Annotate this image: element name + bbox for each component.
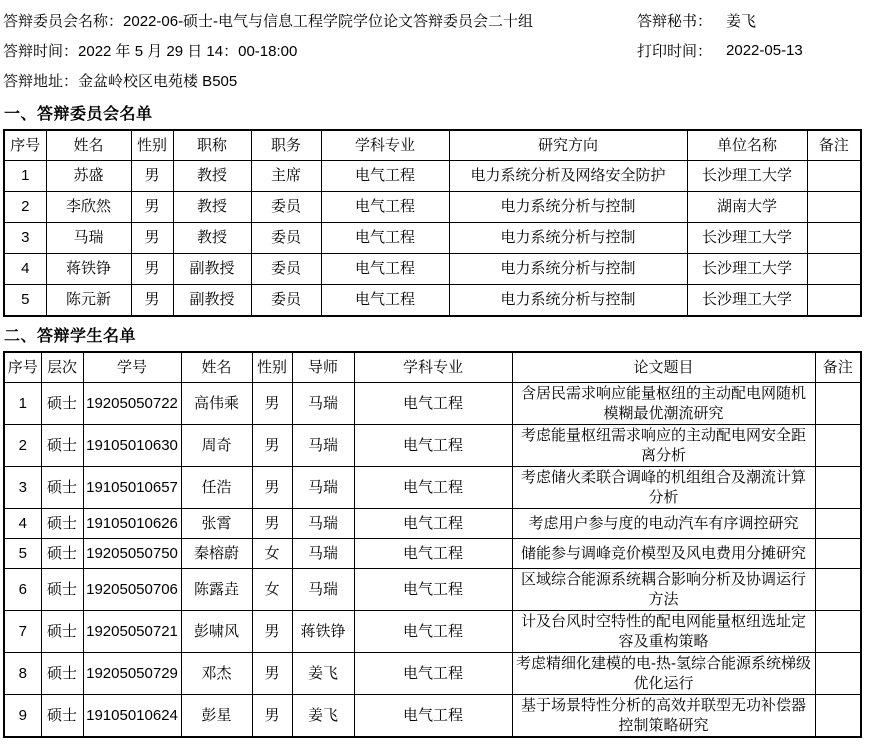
students-table xyxy=(3,351,862,738)
students-section-title: 二、答辩学生名单 xyxy=(4,328,137,345)
table-cell: 19105010626 xyxy=(83,509,181,539)
table-cell: 电气工程 xyxy=(354,383,512,425)
table-cell: 姜飞 xyxy=(292,695,354,738)
defense-time-label: 答辩时间： xyxy=(3,42,79,60)
table-row xyxy=(4,383,861,425)
column-header: 姓名 xyxy=(181,352,252,383)
table-cell: 硕士 xyxy=(41,467,83,509)
committee-section-title: 一、答辩委员会名单 xyxy=(4,106,153,123)
defense-time-field xyxy=(3,40,637,61)
committee-name-label: 答辩委员会名称： xyxy=(3,12,124,30)
table-cell: 周奇 xyxy=(181,425,252,467)
table-cell: 电气工程 xyxy=(354,569,512,611)
report-header xyxy=(3,5,868,95)
header-row xyxy=(4,352,861,383)
table-cell: 姜飞 xyxy=(292,653,354,695)
table-cell: 硕士 xyxy=(41,539,83,569)
table-cell: 男 xyxy=(252,425,292,467)
table-cell: 9 xyxy=(4,695,41,738)
table-cell: 考虑能量枢纽需求响应的主动配电网安全距离分析 xyxy=(512,425,815,467)
table-cell: 女 xyxy=(252,539,292,569)
table-cell: 19205050722 xyxy=(83,383,181,425)
table-row xyxy=(4,425,861,467)
table-cell: 考虑储火柔联合调峰的机组组合及潮流计算分析 xyxy=(512,467,815,509)
secretary-field xyxy=(637,10,756,31)
table-cell: 考虑精细化建模的电-热-氢综合能源系统梯级优化运行 xyxy=(512,653,815,695)
table-cell: 张霄 xyxy=(181,509,252,539)
table-cell: 电力系统分析与控制 xyxy=(449,192,687,223)
column-header: 性别 xyxy=(131,130,173,161)
column-header: 研究方向 xyxy=(449,130,687,161)
table-cell: 电气工程 xyxy=(321,223,449,254)
header-line-2 xyxy=(3,35,868,65)
table-row xyxy=(4,695,861,738)
table-cell: 6 xyxy=(4,569,41,611)
table-cell: 电气工程 xyxy=(321,254,449,285)
defense-time-value: 2022 年 5 月 29 日 14：00-18:00 xyxy=(78,42,298,60)
table-cell: 电气工程 xyxy=(354,467,512,509)
table-row xyxy=(4,539,861,569)
print-time-field xyxy=(637,40,803,61)
table-cell: 2 xyxy=(4,192,46,223)
table-cell: 男 xyxy=(252,695,292,738)
table-cell: 1 xyxy=(4,383,41,425)
secretary-value: 姜飞 xyxy=(726,12,757,30)
table-cell xyxy=(815,611,861,653)
table-cell: 教授 xyxy=(173,223,251,254)
table-cell: 彭啸风 xyxy=(181,611,252,653)
table-cell: 19205050706 xyxy=(83,569,181,611)
table-cell: 任浩 xyxy=(181,467,252,509)
table-cell: 硕士 xyxy=(41,383,83,425)
table-cell: 3 xyxy=(4,223,46,254)
table-cell: 硕士 xyxy=(41,611,83,653)
table-cell: 19205050729 xyxy=(83,653,181,695)
table-row xyxy=(4,285,861,317)
table-cell xyxy=(807,285,861,317)
column-header: 论文题目 xyxy=(512,352,815,383)
column-header: 层次 xyxy=(41,352,83,383)
header-line-1 xyxy=(3,5,868,35)
committee-name-value: 2022-06-硕士-电气与信息工程学院学位论文答辩委员会二十组 xyxy=(123,12,534,30)
table-cell: 男 xyxy=(252,653,292,695)
table-cell: 湖南大学 xyxy=(687,192,807,223)
table-cell: 男 xyxy=(131,254,173,285)
table-cell: 考虑用户参与度的电动汽车有序调控研究 xyxy=(512,509,815,539)
committee-table xyxy=(3,129,862,317)
table-cell: 邓杰 xyxy=(181,653,252,695)
table-row xyxy=(4,254,861,285)
table-cell: 电气工程 xyxy=(354,611,512,653)
table-cell: 委员 xyxy=(251,285,321,317)
table-cell: 委员 xyxy=(251,192,321,223)
table-cell: 8 xyxy=(4,653,41,695)
table-cell: 硕士 xyxy=(41,509,83,539)
header-row xyxy=(4,130,861,161)
table-cell xyxy=(815,467,861,509)
column-header: 序号 xyxy=(4,130,46,161)
table-cell: 彭星 xyxy=(181,695,252,738)
table-cell: 男 xyxy=(252,383,292,425)
table-cell xyxy=(807,223,861,254)
table-cell: 长沙理工大学 xyxy=(687,285,807,317)
table-cell: 副教授 xyxy=(173,254,251,285)
table-row xyxy=(4,611,861,653)
column-header: 备注 xyxy=(815,352,861,383)
table-cell: 电力系统分析与控制 xyxy=(449,254,687,285)
table-cell: 电气工程 xyxy=(354,695,512,738)
table-cell xyxy=(815,509,861,539)
table-cell: 电气工程 xyxy=(321,285,449,317)
table-cell: 7 xyxy=(4,611,41,653)
table-cell: 马瑞 xyxy=(292,509,354,539)
table-cell: 蒋铁铮 xyxy=(46,254,131,285)
table-cell: 电气工程 xyxy=(321,192,449,223)
table-cell xyxy=(807,192,861,223)
print-time-label: 打印时间： xyxy=(637,42,713,60)
committee-name-field xyxy=(3,10,637,31)
table-cell: 1 xyxy=(4,161,46,192)
table-cell: 男 xyxy=(131,285,173,317)
column-header: 学科专业 xyxy=(354,352,512,383)
table-cell: 19105010630 xyxy=(83,425,181,467)
table-cell: 含居民需求响应能量枢纽的主动配电网随机模糊最优潮流研究 xyxy=(512,383,815,425)
table-row xyxy=(4,192,861,223)
table-cell xyxy=(815,383,861,425)
table-cell: 电气工程 xyxy=(321,161,449,192)
table-cell xyxy=(815,425,861,467)
table-row xyxy=(4,653,861,695)
header-line-3 xyxy=(3,65,868,95)
table-cell: 教授 xyxy=(173,192,251,223)
table-row xyxy=(4,467,861,509)
table-cell: 电气工程 xyxy=(354,653,512,695)
secretary-label: 答辩秘书： xyxy=(637,12,713,30)
table-cell: 男 xyxy=(252,509,292,539)
table-cell: 马瑞 xyxy=(292,425,354,467)
table-cell: 4 xyxy=(4,509,41,539)
table-cell: 电气工程 xyxy=(354,539,512,569)
column-header: 学号 xyxy=(83,352,181,383)
table-cell xyxy=(815,539,861,569)
table-cell: 蒋铁铮 xyxy=(292,611,354,653)
table-row xyxy=(4,509,861,539)
table-cell: 男 xyxy=(252,467,292,509)
column-header: 单位名称 xyxy=(687,130,807,161)
print-time-value: 2022-05-13 xyxy=(726,41,803,59)
defense-address-field xyxy=(3,70,637,91)
table-cell: 男 xyxy=(131,161,173,192)
column-header: 性别 xyxy=(252,352,292,383)
table-cell xyxy=(807,254,861,285)
table-cell: 3 xyxy=(4,467,41,509)
table-cell: 4 xyxy=(4,254,46,285)
table-row xyxy=(4,161,861,192)
table-cell: 5 xyxy=(4,539,41,569)
table-cell: 基于场景特性分析的高效并联型无功补偿器控制策略研究 xyxy=(512,695,815,738)
table-cell: 委员 xyxy=(251,223,321,254)
table-cell: 陈元新 xyxy=(46,285,131,317)
table-cell: 男 xyxy=(252,611,292,653)
table-cell: 主席 xyxy=(251,161,321,192)
table-cell: 电气工程 xyxy=(354,425,512,467)
table-cell xyxy=(807,161,861,192)
column-header: 姓名 xyxy=(46,130,131,161)
table-cell: 长沙理工大学 xyxy=(687,161,807,192)
table-cell xyxy=(815,653,861,695)
table-cell: 19105010624 xyxy=(83,695,181,738)
table-cell xyxy=(815,569,861,611)
table-cell: 教授 xyxy=(173,161,251,192)
table-cell: 男 xyxy=(131,192,173,223)
table-cell: 电力系统分析与控制 xyxy=(449,285,687,317)
table-cell: 马瑞 xyxy=(292,467,354,509)
table-cell: 陈露垚 xyxy=(181,569,252,611)
table-cell: 5 xyxy=(4,285,46,317)
table-cell: 区域综合能源系统耦合影响分析及协调运行方法 xyxy=(512,569,815,611)
table-cell: 李欣然 xyxy=(46,192,131,223)
table-cell: 长沙理工大学 xyxy=(687,223,807,254)
table-cell: 19105010657 xyxy=(83,467,181,509)
table-cell: 马瑞 xyxy=(292,383,354,425)
column-header: 职称 xyxy=(173,130,251,161)
table-row xyxy=(4,569,861,611)
table-cell: 硕士 xyxy=(41,569,83,611)
table-cell: 储能参与调峰竞价模型及风电费用分摊研究 xyxy=(512,539,815,569)
defense-address-value: 金盆岭校区电苑楼 B505 xyxy=(78,72,238,90)
table-cell: 男 xyxy=(131,223,173,254)
table-cell: 电力系统分析与控制 xyxy=(449,223,687,254)
table-cell: 马瑞 xyxy=(46,223,131,254)
table-cell: 马瑞 xyxy=(292,569,354,611)
column-header: 学科专业 xyxy=(321,130,449,161)
table-cell: 副教授 xyxy=(173,285,251,317)
column-header: 备注 xyxy=(807,130,861,161)
column-header: 职务 xyxy=(251,130,321,161)
table-cell: 电气工程 xyxy=(354,509,512,539)
table-cell: 19205050721 xyxy=(83,611,181,653)
column-header: 序号 xyxy=(4,352,41,383)
table-cell: 委员 xyxy=(251,254,321,285)
column-header: 导师 xyxy=(292,352,354,383)
table-cell: 电力系统分析及网络安全防护 xyxy=(449,161,687,192)
table-row xyxy=(4,223,861,254)
table-cell: 硕士 xyxy=(41,425,83,467)
table-cell: 高伟乘 xyxy=(181,383,252,425)
table-cell: 苏盛 xyxy=(46,161,131,192)
table-cell: 19205050750 xyxy=(83,539,181,569)
table-cell xyxy=(815,695,861,738)
table-cell: 计及台风时空特性的配电网能量枢纽选址定容及重构策略 xyxy=(512,611,815,653)
table-cell: 硕士 xyxy=(41,653,83,695)
table-cell: 秦榕蔚 xyxy=(181,539,252,569)
table-cell: 硕士 xyxy=(41,695,83,738)
table-cell: 2 xyxy=(4,425,41,467)
table-cell: 长沙理工大学 xyxy=(687,254,807,285)
table-cell: 马瑞 xyxy=(292,539,354,569)
table-cell: 女 xyxy=(252,569,292,611)
defense-address-label: 答辩地址： xyxy=(3,72,79,90)
